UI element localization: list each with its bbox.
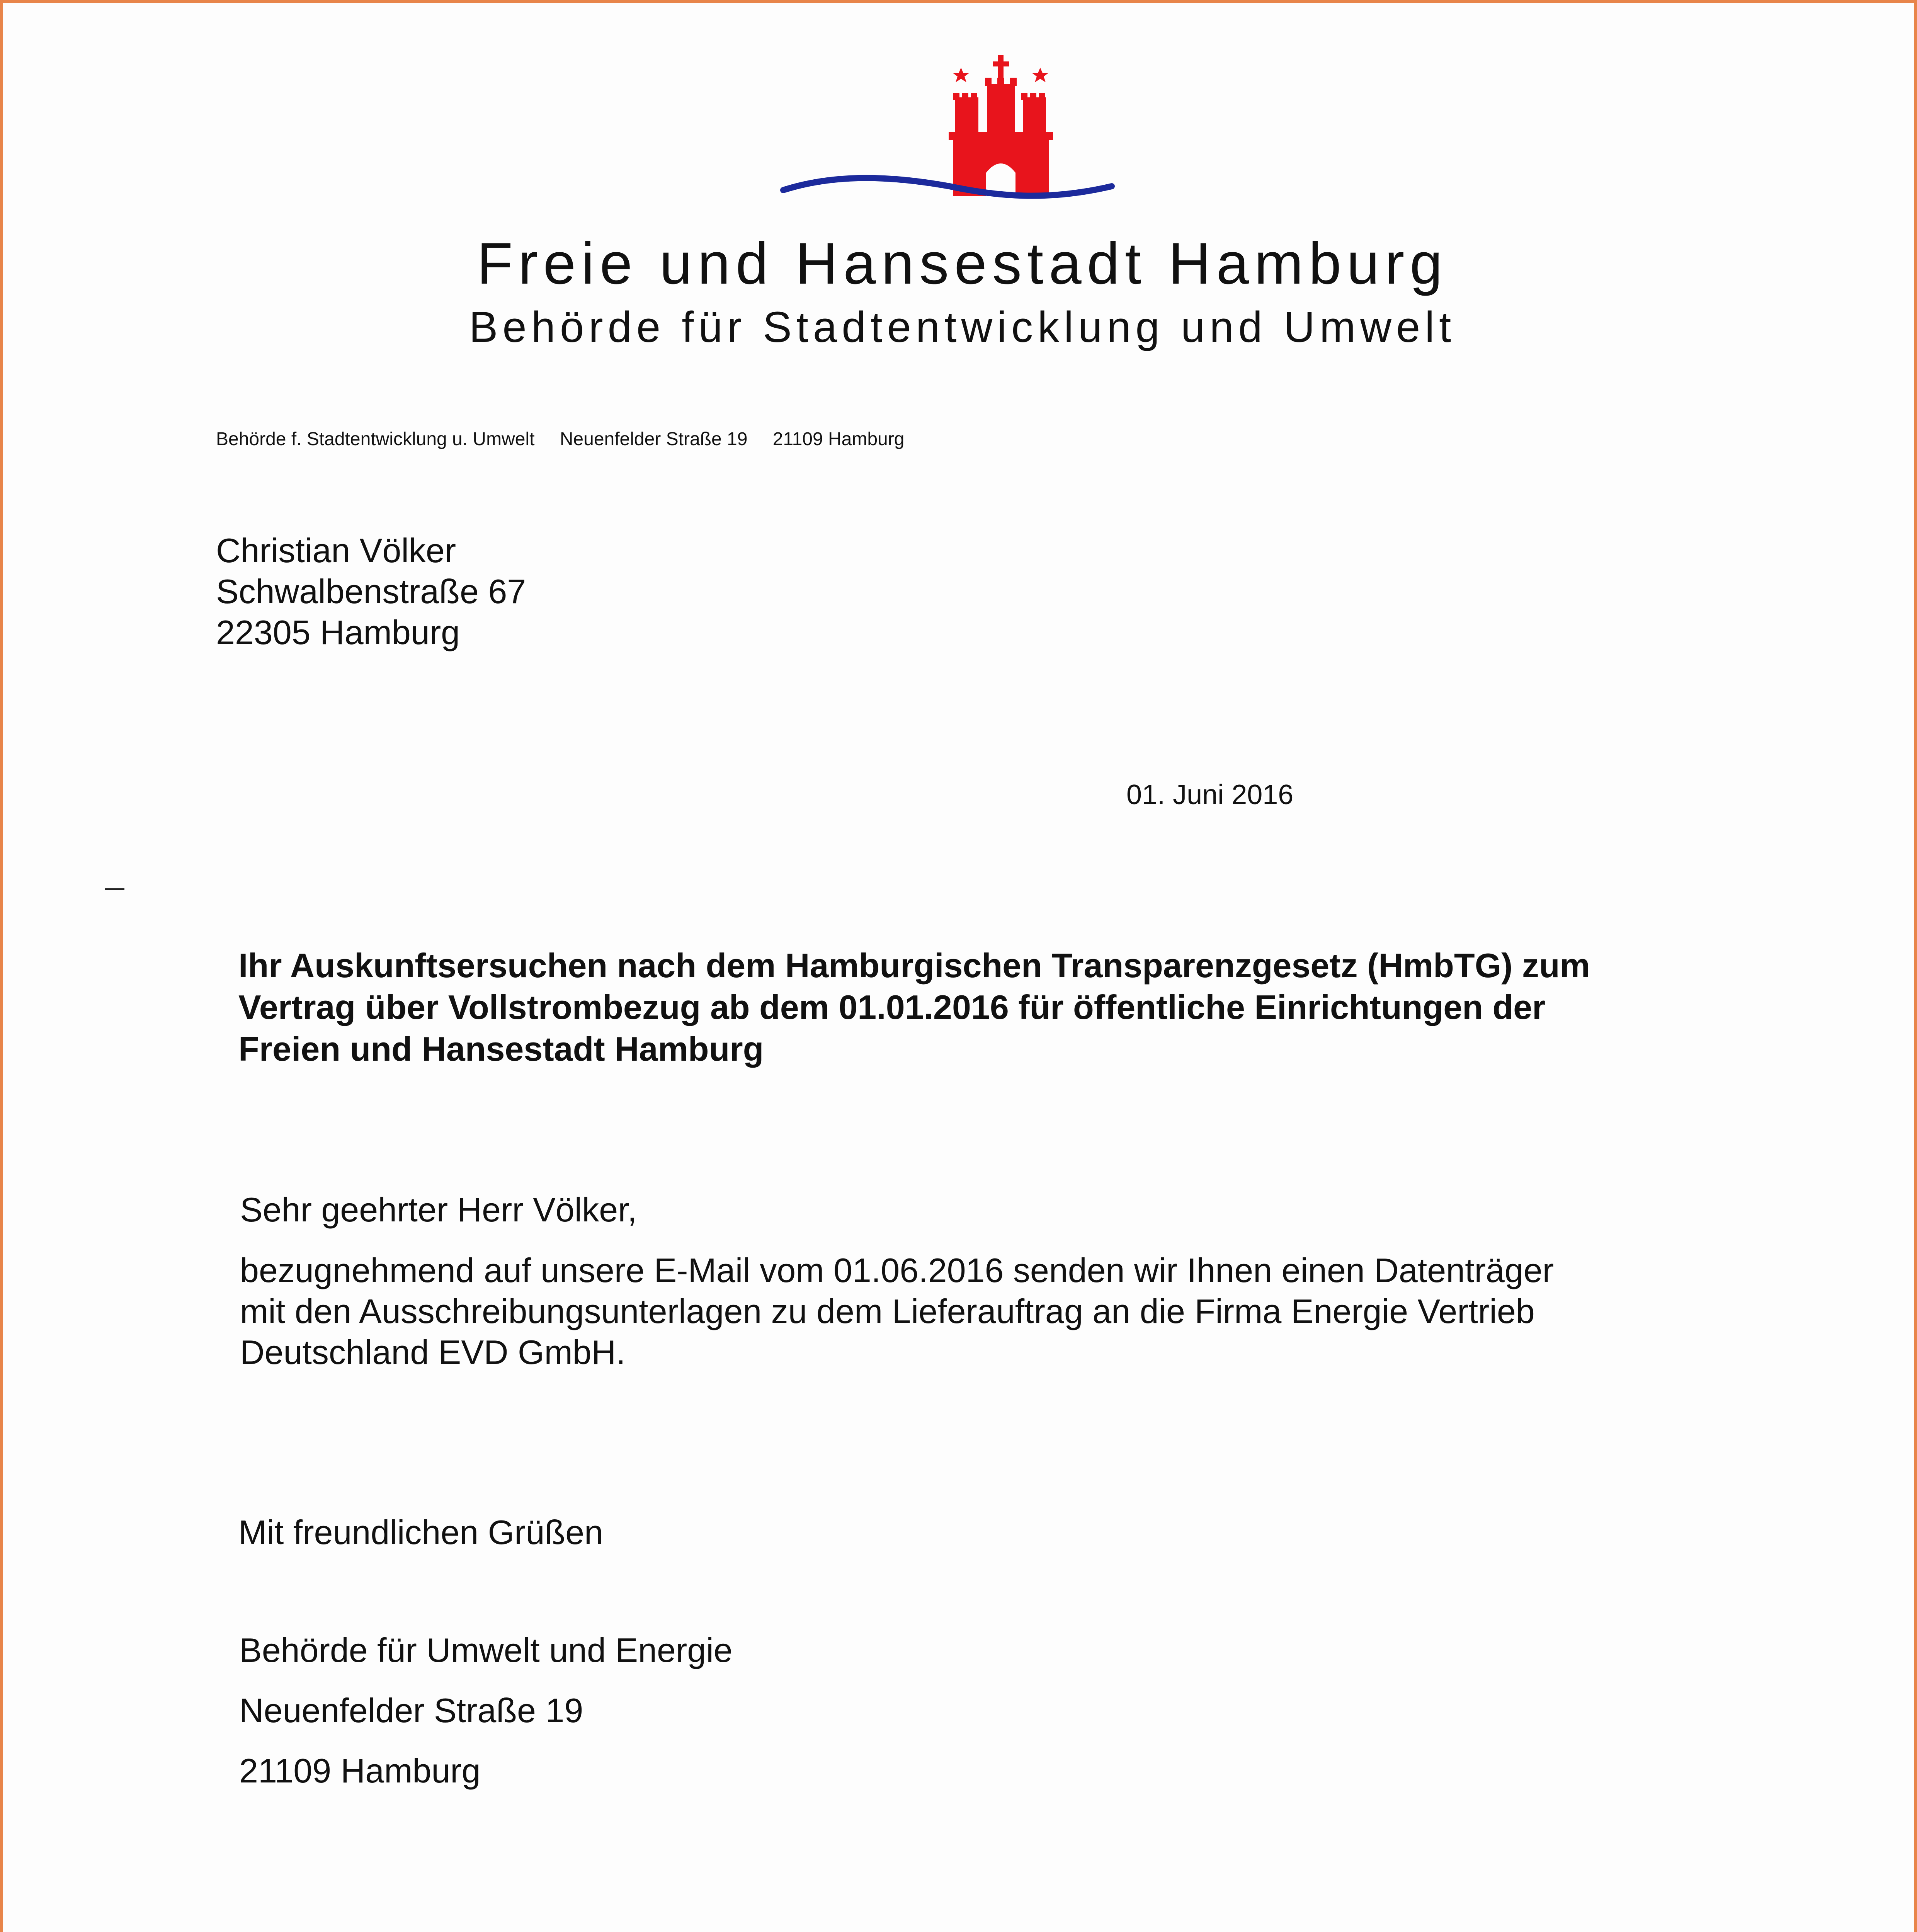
sender-name: Behörde f. Stadtentwicklung u. Umwelt (216, 429, 535, 449)
hamburg-coat-of-arms-logo (779, 53, 1119, 211)
subject-line: Ihr Auskunftsersuchen nach dem Hamburgischen Transparenzgesetz (HmbTG) zum (238, 946, 1590, 985)
body-line: Deutschland EVD GmbH. (240, 1333, 626, 1371)
organization-title: Freie und Hansestadt Hamburg (477, 231, 1448, 296)
signature-name: Behörde für Umwelt und Energie (239, 1631, 733, 1669)
sender-city: 21109 Hamburg (772, 429, 905, 449)
subject-heading (238, 945, 1707, 1070)
body-paragraph (240, 1250, 1554, 1373)
signature-city: 21109 Hamburg (239, 1752, 481, 1790)
body-line: bezugnehmend auf unsere E-Mail vom 01.06.2016 senden wir Ihnen einen Datenträger (240, 1251, 1554, 1289)
letter-date: 01. Juni 2016 (1126, 779, 1294, 810)
body-line: mit den Ausschreibungsunterlagen zu dem Lieferauftrag an die Firma Energie Vertrieb (240, 1292, 1535, 1330)
recipient-address (216, 530, 526, 653)
castle-emblem (949, 55, 1053, 196)
subject-line: Vertrag über Vollstrombezug ab dem 01.01.2016 für öffentliche Einrichtungen der (238, 988, 1546, 1026)
signature-street: Neuenfelder Straße 19 (239, 1691, 583, 1730)
recipient-street: Schwalbenstraße 67 (216, 572, 526, 611)
sender-street: Neuenfelder Straße 19 (560, 429, 748, 449)
salutation: Sehr geehrter Herr Völker, (240, 1190, 637, 1229)
signature-block (239, 1629, 733, 1810)
subject-line: Freien und Hansestadt Hamburg (238, 1030, 764, 1068)
fold-mark (105, 888, 124, 890)
department-title: Behörde für Stadtentwicklung und Umwelt (469, 303, 1456, 351)
recipient-city: 22305 Hamburg (216, 613, 460, 651)
closing-greeting: Mit freundlichen Grüßen (238, 1513, 603, 1551)
wave-line (783, 178, 1112, 196)
recipient-name: Christian Völker (216, 531, 456, 570)
sender-return-address (216, 428, 904, 451)
